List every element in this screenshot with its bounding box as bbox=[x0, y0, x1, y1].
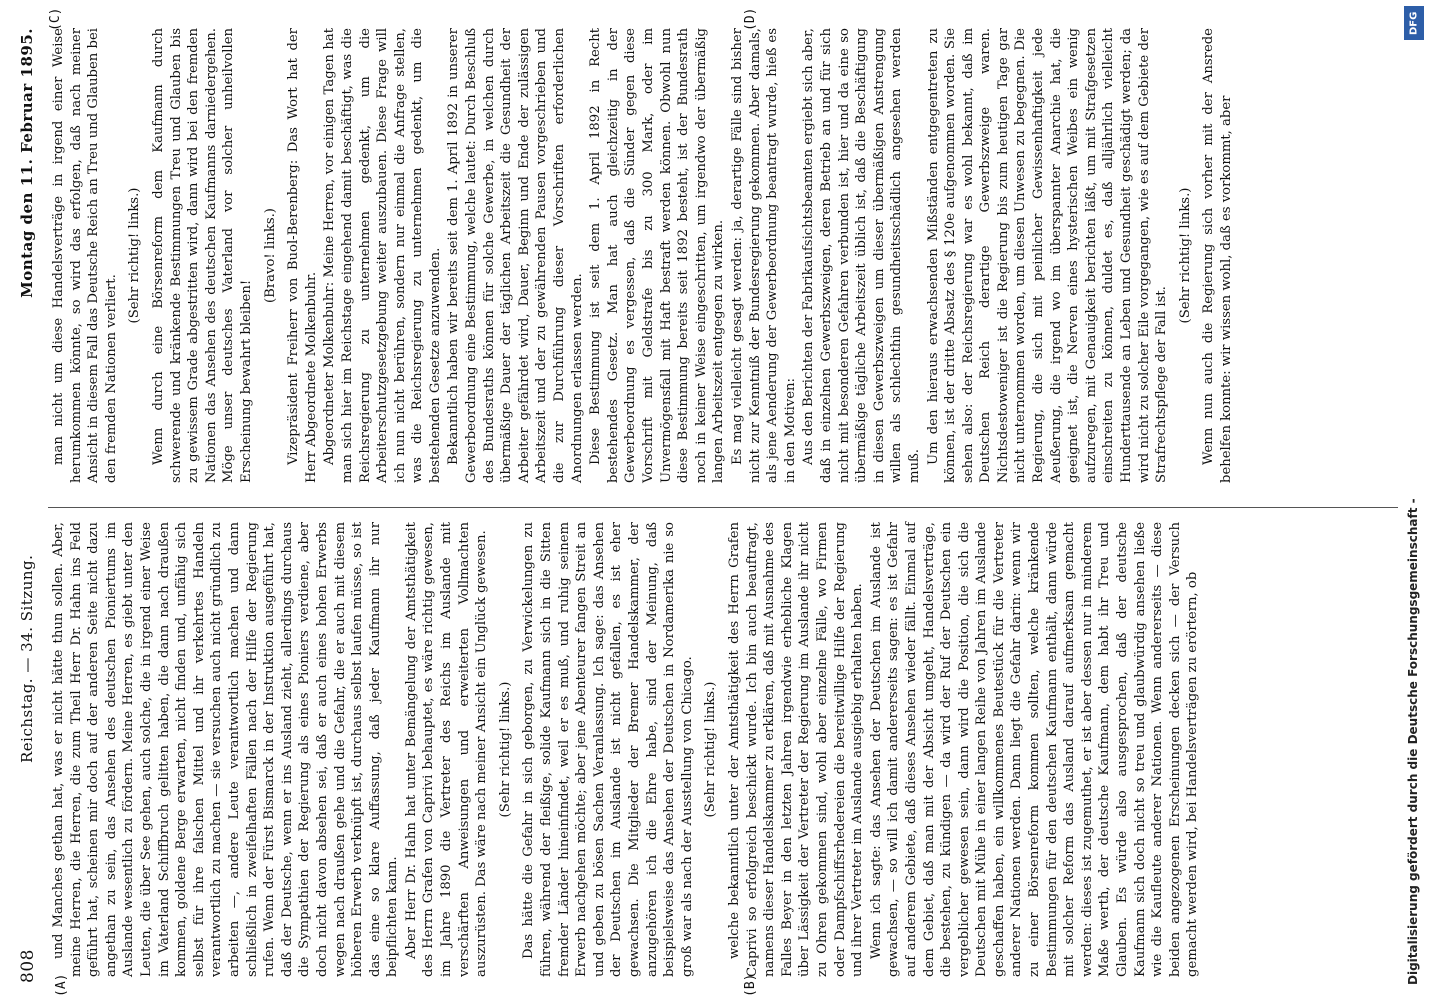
paragraph: Wenn nun auch die Regierung sich vorher mit der Ansrede behelfen konnte: wir wissen wohl, daß es vorkommt, aber bbox=[1201, 28, 1234, 483]
paragraph: Diese Bestimmung ist seit dem 1. April 1892 in Recht bestehendes Gesetz. Man hat auch gleichzeitig in der Gewerbeordnung es vergessen, daß die Sünder gegen diese Vorschrift mit Geldstrafe bis zu 300 Mark, oder im Unvermögensfall mit Haft bestraft werden können. Obwohl nun diese Bestimmung bereits seit 1892 besteht, ist der Bundesrath noch in keiner Weise eingeschritten, um irgendwo der übermäßig langen Arbeitszeit entgegen zu wirken. bbox=[588, 28, 727, 483]
credit-text: Digitalisierung gefördert durch die Deutsche Forschungsgemeinschaft - bbox=[1406, 498, 1420, 985]
page-number: 808 bbox=[18, 949, 38, 983]
paragraph: Bekanntlich haben wir bereits seit dem 1. April 1892 in unserer Gewerbeordnung eine Bestimmung, welche lautet: Durch Beschluß des Bundesraths können für solche Gewerbe, in welchen durch übermäßige Dauer der täglichen Arbeitszeit die Gesundheit der Arbeiter gefährdet wird, Dauer, Beginn und Ende der zulässigen Arbeitszeit und der zu gewährenden Pausen vorgeschrieben und die zur Durchführung dieser Vorschriften erforderlichen Anordnungen erlassen werden. bbox=[446, 28, 585, 483]
column-divider bbox=[48, 507, 1398, 508]
session-date: Montag den 11. Februar 1895. bbox=[18, 28, 36, 298]
interjection: (Sehr richtig! links.) bbox=[497, 681, 513, 818]
paragraph: welche bekanntlich unter der Amtsthätigkeit des Herrn Grafen Caprivi so erfolgreich beschickt wurde. Ich bin auch beauftragt, namens dieser Handelskammer zu erklären, daß mit Ausnahme des Falles Beyer in den letzten Jahren irgendwie erhebliche Klagen über Lässigkeit der Vertreter der Regierung im Auslande ihr nicht zu Ohren gekommen sind, wohl aber einzelne Fälle, wo Firmen oder Dampfschiffsrhedereien die bereitwillige Hilfe der Regierung und ihrer Vertreter im Auslande ausgiebig erhalten haben. bbox=[726, 522, 866, 977]
session-title: Reichstag. — 34. Sitzung. bbox=[18, 554, 36, 763]
right-column bbox=[50, 28, 1400, 483]
rotated-page bbox=[8, 7, 1408, 997]
paragraph: Um den hieraus erwachsenden Mißständen entgegentreten zu können, ist der dritte Absatz des § 120e aufgenommen worden. Sie sehen also: der Reichsregierung war es wohl bekannt, daß im Deutschen Reich derartige Gewerbszweige waren. Nichtsdestoweniger ist die Regierung bis zum heutigen Tage gar nicht unternommen worden, um diesen Unwesen zu begegnen. Die Regierung, die sich mit peinlicher Gewissenhaftigkeit jede Aeußerung, die irgend wo im überspannter Anarchie hat, die geeignet ist, die Nerven eines hysterischen Weibes ein wenig aufzuregen, mit Genauigkeit berichten läßt, um mit Strafgesetzen einschreiten zu können, duldet es, daß alljährlich vielleicht Hunderttausende an Leben und Gesundheit geschädigt werden; da wird nicht zu solcher Eile vorgegangen, wie es auf dem Gebiete der Strafrechtspflege der Fall ist. bbox=[925, 28, 1170, 483]
paragraph: Wenn ich sagte: das Ansehen der Deutschen im Auslande ist gewachsen, — so will ich damit andererseits sagen: es ist Gefahr auf anderem Gebiete, daß dieses Ansehen wieder fällt. Einmal auf dem Gebiet, daß man mit der Absicht umgeht, Handelsverträge, die bestehen, zu kündigen — da wird der Ruf der Deutschen ein vergeblicher gewesen sein, dann wird die Position, die sich die Deutschen mit Mühe in einer langen Reihe von Jahren im Auslande geschaffen haben, ein willkommenes Beutestück für die Vertreter anderer Nationen werden. Dann liegt die Gefahr darin: wenn wir zu einer Börsenreform kommen sollten, welche kränkende Bestimmungen für den deutschen Kaufmann enthält, dann würde mit solcher Reform das Ausland darauf aufmerksam gemacht werden: dieses ist zugemuthet, er ist aber dessen nur in minderem Maße werth, der deutsche Kaufmann, dem habt ihr Treu und Glauben. Es würde also ausgesprochen, daß der deutsche Kaufmann sich doch nicht so treu und glaubwürdig ansehen ließe wie die Kaufleute anderer Nationen. Wenn andererseits — diese beiden angezogenen Erscheinungen decken sich — der Versuch gemacht werden wird, bei Handelsverträgen zu erörtern, ob bbox=[868, 522, 1201, 977]
margin-marker-c: (C) bbox=[48, 7, 63, 31]
paragraph: Wenn durch eine Börsenreform dem Kaufmann durch schwerende und kränkende Bestimmungen Treu und Glauben bis zu gewissem Grade abgestritten wird, dann wird bei den fremden Nationen das Ansehen des deutschen Kaufmanns darniedergehen. Möge unser deutsches Vaterland vor solcher unheilvollen Erscheinung bewahrt bleiben! bbox=[150, 28, 254, 483]
left-column bbox=[50, 522, 1400, 977]
paragraph: und Manches gethan hat, was er nicht hätte thun sollen. Aber, meine Herren, die Herren, die zum Theil Herr Dr. Hahn ins Feld geführt hat, scheinen mir doch auf der anderen Seite nicht dazu angethan zu sein, das Ansehen des deutschen Pioniertums im Auslande wesentlich zu fördern. Meine Herren, es giebt unter den Leuten, die über See gehen, auch solche, die in irgend einer Weise im Vaterland Schiffbruch gelitten haben, die dann nach draußen kommen, goldene Berge erwarten, nicht finden und, unfähig sich selbst für ihre falschen Mittel und ihr verkehrtes Handeln verantwortlich zu machen — sie versuchen auch nicht gründlich zu arbeiten —, andere Leute verantwortlich machen und dann schließlich in zweifelhaften Fällen nach der Hilfe der Regierung rufen. Wenn der Fürst Bismarck in der Instruktion ausgeführt hat, daß der Deutsche, wenn er ins Ausland zieht, allerdings durchaus die Sympathien der Regierung als eines Pioniers verdiene, aber doch nicht davon absehen sei, daß er auch eines hohen Erwerbs wegen nach draußen gehe und die Gefahr, die er auch mit diesem höheren Erwerb verknüpft ist, durchaus selbst laufen müsse, so ist das eine so klare Auffassung, daß jeder Kaufmann ihr nur beipflichten kann. bbox=[51, 522, 401, 977]
speaker-paragraph: Abgeordneter Molkenbuhr: Meine Herren, vor einigen Tagen hat man sich hier im Reichstage eingehend damit beschäftigt, was die Reichsregierung zu unternehmen gedenkt, um die Arbeiterschutzgesetzgebung weiter auszubauen. Diese Frage will ich nun nicht berühren, sondern nur einmal die Anfrage stellen, was die Reichsregierung zu unternehmen gedenkt, um die bestehenden Gesetze anzuwenden. bbox=[322, 28, 443, 483]
paragraph: man nicht um diese Handelsverträge in irgend einer Weise herumkommen könnte, so wird das erfolgen, daß nach meiner Ansicht in diesem Fall das Deutsche Reich an Treu und Glauben bei den fremden Nationen verliert. bbox=[51, 28, 119, 483]
dfg-logo: DFG bbox=[1404, 6, 1424, 40]
page-header bbox=[14, 8, 44, 993]
interjection: (Sehr richtig! links.) bbox=[1177, 187, 1193, 324]
interjection: (Sehr richtig! links.) bbox=[703, 681, 719, 818]
quoted-motive: Aus den Berichten der Fabrikaufsichtsbeamten ergiebt sich aber, daß in einzelnen Gewerbszweigen, deren Betrieb an und für sich nicht mit besonderen Gefahren verbunden ist, hier und da eine so übermäßige tägliche Arbeitszeit üblich ist, daß die Beschäftigung in diesen Gewerbszweigen um dieser übermäßigen Anstrengung willen als schlechthin gesundheitsschädlich angesehen werden muß. bbox=[801, 28, 922, 483]
margin-marker-d: (D) bbox=[743, 7, 758, 31]
digitization-credit bbox=[1402, 0, 1428, 1000]
paragraph: Es mag vielleicht gesagt werden: ja, derartige Fälle sind bisher nicht zur Kenntniß der Bundesregierung gekommen. Aber damals, als jene Aenderung der Gewerbeordnung beantragt wurde, hieß es in den Motiven: bbox=[729, 28, 798, 483]
paragraph: Aber Herr Dr. Hahn hat unter Bemängelung der Amtsthätigkeit des Herrn Grafen von Caprivi behauptet, es wäre richtig gewesen, im Jahre 1890 die Vertreter des Reichs im Auslande mit verschärften Anweisungen und erweiterten Vollmachten auszurüsten. Das wäre nach meiner Ansicht ein Unglück gewesen. bbox=[403, 522, 490, 977]
margin-marker-a: (A) bbox=[54, 973, 69, 997]
interjection: (Sehr richtig! links.) bbox=[127, 187, 143, 324]
speaker-paragraph: Vizepräsident Freiherr von Buol-Berenberg: Das Wort hat der Herr Abgeordnete Molkenbuhr. bbox=[286, 28, 319, 483]
margin-marker-b: (B) bbox=[743, 973, 758, 997]
paragraph: Das hätte die Gefahr in sich geborgen, zu Verwickelungen zu führen, während der fleißige, solide Kaufmann sich in die Sitten fremder Länder hineinfindet, weil er es muß, und ruhig seinem Erwerb nachgehen möchte; aber jene Abenteurer fangen Streit an und geben zu bösen Sachen Veranlassung. Ich sage: das Ansehen der Deutschen im Auslande ist nicht gefallen, es ist eher gewachsen. Die Mitglieder der Bremer Handelskammer, der anzugehören ich die Ehre habe, sind der Meinung, daß beispielsweise das Ansehen der Deutschen in Nordamerika nie so groß war als nach der Ausstellung von Chicago. bbox=[521, 522, 695, 977]
interjection: (Bravo! links.) bbox=[262, 208, 278, 303]
